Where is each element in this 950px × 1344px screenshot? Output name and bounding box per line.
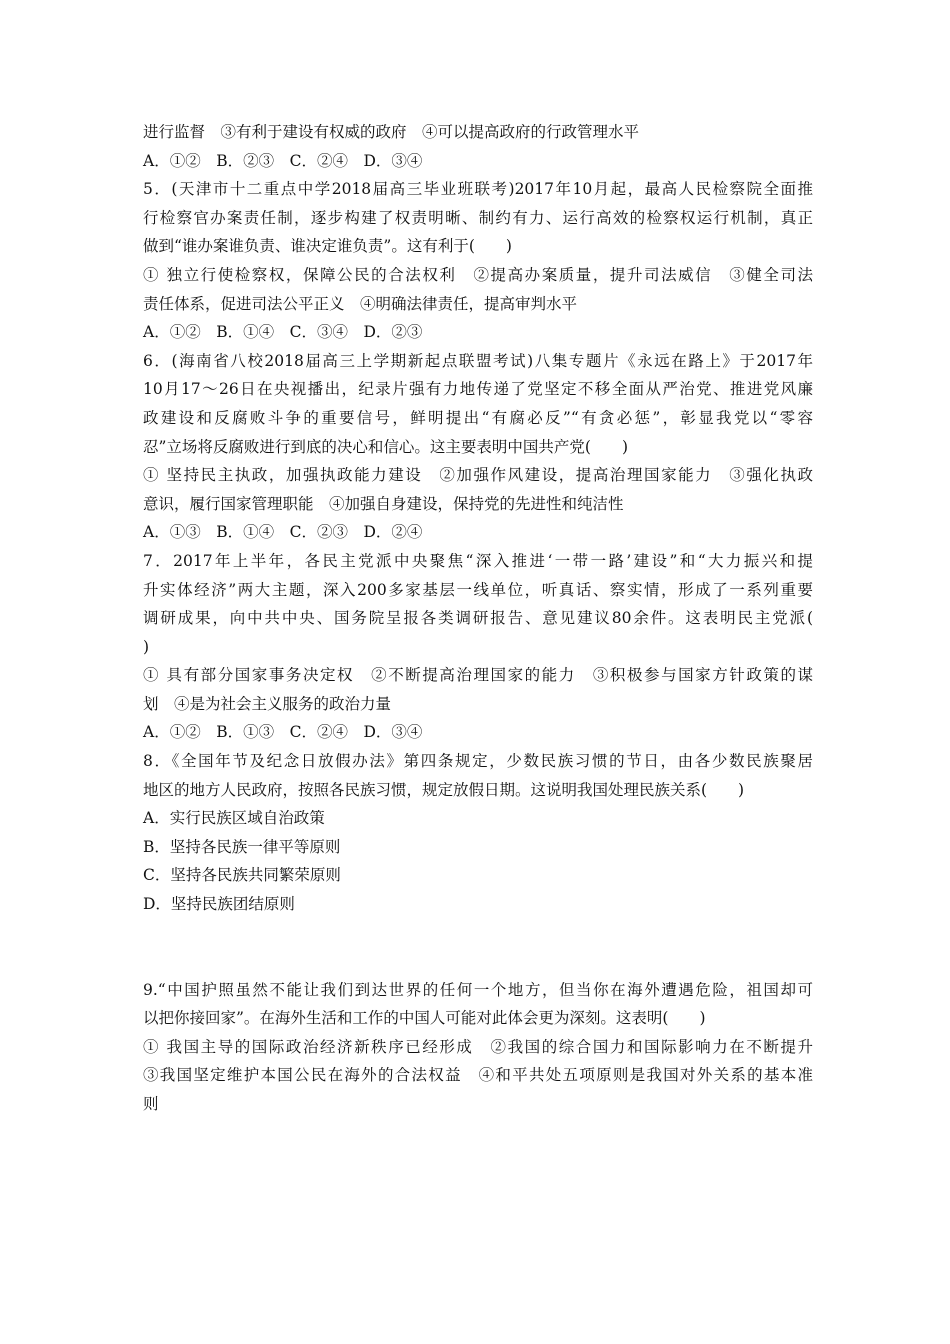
q6-options: A．①③ B．①④ C．②③ D．②④ (143, 523, 423, 542)
q6-stem-line-2: 10月17～26日在央视播出，纪录片强有力地传递了党坚定不移全面从严治党、推进党风廉 (143, 380, 813, 399)
q5-stem-line-3: 做到“谁办案谁负责、谁决定谁负责”。这有利于( ) (143, 237, 512, 256)
q7-choices-line-1: ① 具有部分国家事务决定权 ②不断提高治理国家的能力 ③积极参与国家方针政策的谋 (143, 666, 813, 685)
q5-stem-line-1: 5．(天津市十二重点中学2018届高三毕业班联考)2017年10月起，最高人民检察院全面推 (143, 180, 813, 199)
q9-stem-line-2: 以把你接回家”。在海外生活和工作的中国人可能对此体会更为深刻。这表明( ) (143, 1009, 706, 1028)
q7-stem-line-1: 7．2017年上半年，各民主党派中央聚焦“深入推进‘一带一路’建设”和“大力振兴和提 (143, 551, 813, 570)
exam-page (143, 118, 813, 1119)
q4-stem-tail: 进行监督 ③有利于建设有权威的政府 ④可以提高政府的行政管理水平 (143, 123, 640, 141)
q7-stem-line-2: 升实体经济”两大主题，深入200多家基层一线单位，听真话、察实情，形成了一系列重要 (143, 580, 813, 599)
q9-choices-line-3: 则 (143, 1095, 159, 1113)
q8-option-a: A．实行民族区域自治政策 (143, 809, 325, 828)
q6-stem-line-4: 忍”立场将反腐败进行到底的决心和信心。这主要表明中国共产党( ) (143, 437, 629, 456)
q6-stem-line-3: 政建设和反腐败斗争的重要信号，鲜明提出“有腐必反”“有贪必惩”，彰显我党以“零容 (143, 408, 813, 427)
q7-stem-line-4: ) (143, 637, 150, 656)
q8-option-b: B．坚持各民族一律平等原则 (143, 837, 341, 856)
q7-options: A．①② B．①③ C．②④ D．③④ (143, 723, 423, 742)
q8-option-c: C．坚持各民族共同繁荣原则 (143, 866, 341, 885)
q9-choices-line-2: ③我国坚定维护本国公民在海外的合法权益 ④和平共处五项原则是我国对外关系的基本准 (143, 1066, 813, 1085)
q9-stem-line-1: 9.“中国护照虽然不能让我们到达世界的任何一个地方，但当你在海外遭遇危险，祖国却可 (143, 980, 813, 999)
q4-options: A．①② B．②③ C．②④ D．③④ (143, 151, 423, 170)
q7-stem-line-3: 调研成果，向中共中央、国务院呈报各类调研报告、意见建议80余件。这表明民主党派( (143, 609, 813, 628)
q6-choices-line-2: 意识，履行国家管理职能 ④加强自身建设，保持党的先进性和纯洁性 (143, 494, 624, 513)
q6-stem-line-1: 6．(海南省八校2018届高三上学期新起点联盟考试)八集专题片《永远在路上》于2017年 (143, 351, 813, 370)
q9-choices-line-1: ① 我国主导的国际政治经济新秩序已经形成 ②我国的综合国力和国际影响力在不断提升 (143, 1037, 813, 1056)
q5-stem-line-2: 行检察官办案责任制，逐步构建了权责明晰、制约有力、运行高效的检察权运行机制，真正 (143, 208, 813, 227)
q8-stem-line-1: 8．《全国年节及纪念日放假办法》第四条规定，少数民族习惯的节日，由各少数民族聚居 (143, 752, 813, 771)
q6-choices-line-1: ① 坚持民主执政，加强执政能力建设 ②加强作风建设，提高治理国家能力 ③强化执政 (143, 466, 813, 485)
q5-choices-line-2: 责任体系，促进司法公平正义 ④明确法律责任，提高审判水平 (143, 294, 578, 313)
q5-choices-line-1: ① 独立行使检察权，保障公民的合法权利 ②提高办案质量，提升司法威信 ③健全司法 (143, 265, 813, 284)
section-gap (143, 919, 813, 976)
q8-option-d: D．坚持民族团结原则 (143, 895, 295, 914)
q7-choices-line-2: 划 ④是为社会主义服务的政治力量 (143, 694, 392, 713)
q8-stem-line-2: 地区的地方人民政府，按照各民族习惯，规定放假日期。这说明我国处理民族关系( ) (143, 780, 745, 799)
q5-options: A．①② B．①④ C．③④ D．②③ (143, 323, 423, 342)
